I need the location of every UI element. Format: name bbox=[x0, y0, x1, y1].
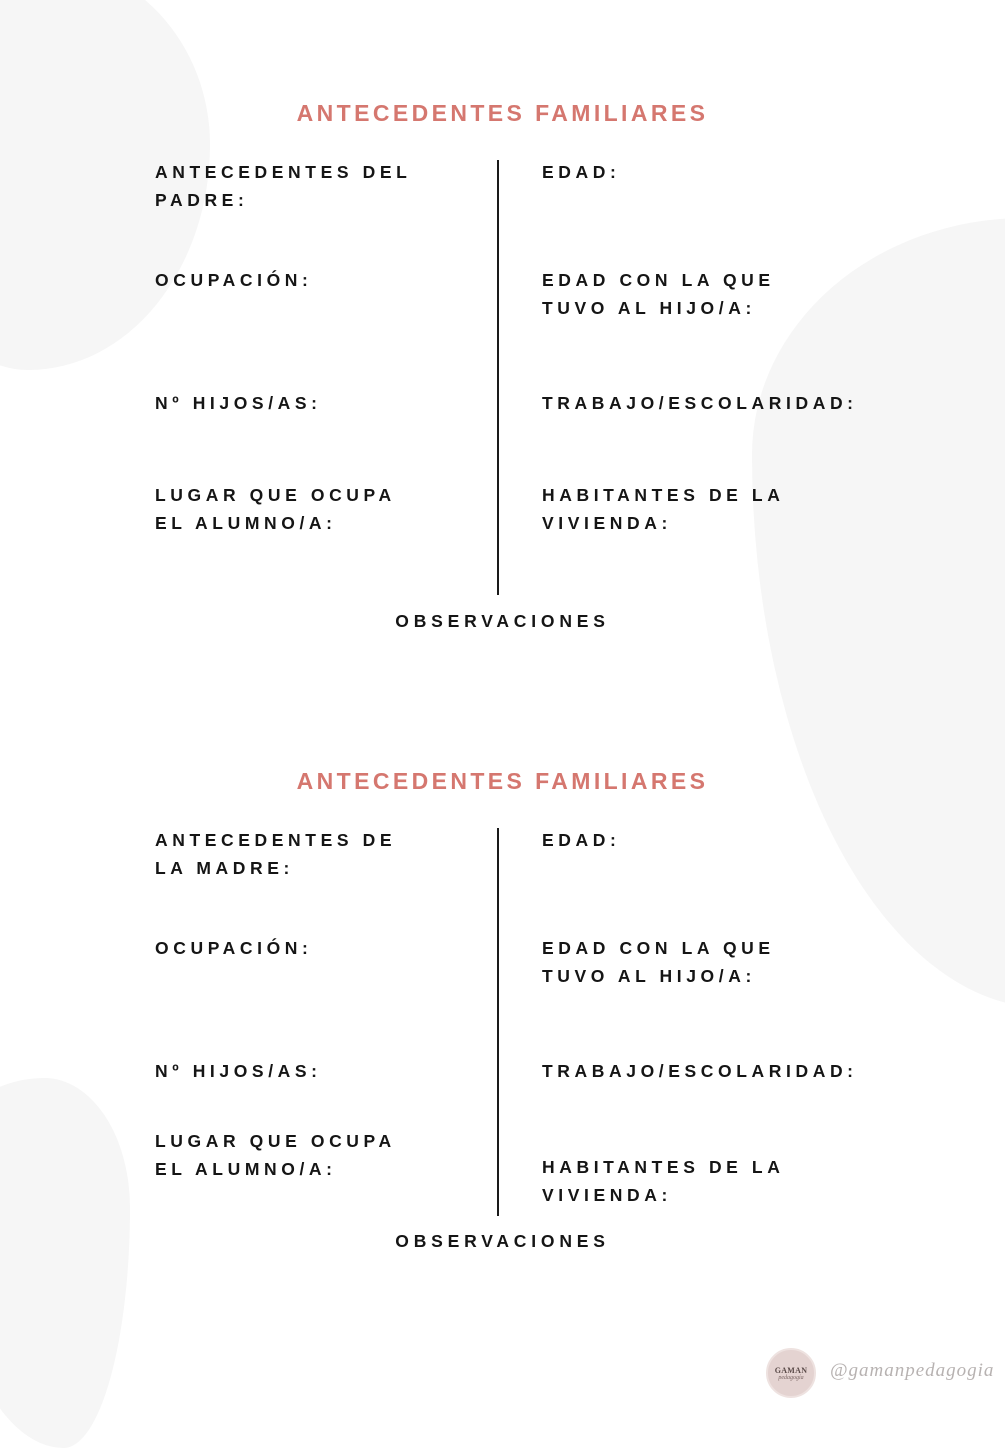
brand-logo bbox=[766, 1348, 816, 1398]
column-divider bbox=[497, 160, 499, 595]
student-position-label: LUGAR QUE OCUPA EL ALUMNO/A: bbox=[155, 485, 396, 533]
logo-text-main: GAMAN bbox=[774, 1365, 808, 1375]
occupation-label: OCUPACIÓN: bbox=[155, 270, 313, 290]
section-title: ANTECEDENTES FAMILIARES bbox=[296, 768, 709, 794]
observations-label: OBSERVACIONES bbox=[395, 611, 610, 631]
section-title: ANTECEDENTES FAMILIARES bbox=[296, 100, 709, 126]
work-education-label: TRABAJO/ESCOLARIDAD: bbox=[542, 1061, 858, 1081]
age-label: EDAD: bbox=[542, 830, 621, 850]
logo-text-sub: pedagogía bbox=[778, 1374, 804, 1381]
children-count-label: Nº HIJOS/AS: bbox=[155, 1061, 322, 1081]
children-count-label: Nº HIJOS/AS: bbox=[155, 393, 322, 413]
age-at-child-label: EDAD CON LA QUE TUVO AL HIJO/A: bbox=[542, 938, 775, 986]
observations-label: OBSERVACIONES bbox=[395, 1231, 610, 1251]
father-background-label: ANTECEDENTES DEL PADRE: bbox=[155, 162, 412, 210]
work-education-label: TRABAJO/ESCOLARIDAD: bbox=[542, 393, 858, 413]
age-at-child-label: EDAD CON LA QUE TUVO AL HIJO/A: bbox=[542, 270, 775, 318]
occupation-label: OCUPACIÓN: bbox=[155, 938, 313, 958]
age-label: EDAD: bbox=[542, 162, 621, 182]
household-members-label: HABITANTES DE LA VIVIENDA: bbox=[542, 485, 785, 533]
background-blob-bottom-left bbox=[0, 1078, 130, 1448]
column-divider bbox=[497, 828, 499, 1216]
mother-background-label: ANTECEDENTES DE LA MADRE: bbox=[155, 830, 397, 878]
household-members-label: HABITANTES DE LA VIVIENDA: bbox=[542, 1157, 785, 1205]
social-handle: @gamanpedagogia bbox=[830, 1360, 995, 1381]
student-position-label: LUGAR QUE OCUPA EL ALUMNO/A: bbox=[155, 1131, 396, 1179]
